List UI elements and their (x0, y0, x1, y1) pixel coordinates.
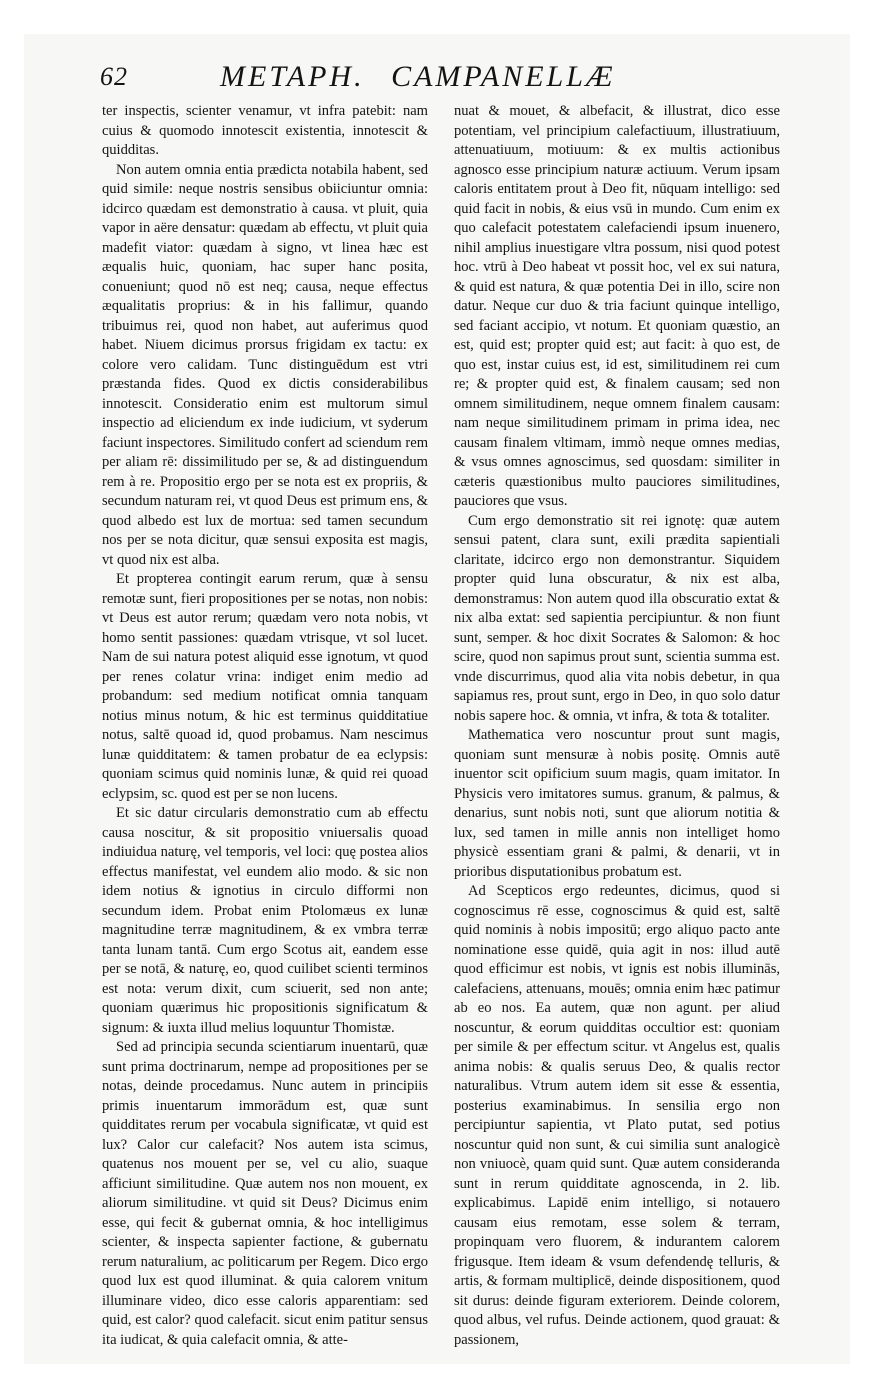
paragraph: Et propterea contingit earum rerum, quæ à sensu remotæ sunt, fieri propositiones per se notas, non nobis: vt Deus est autor rerum; quædam vero nota nobis, vt homo sentit passiones: quædam vtrisque, vt sol lucet. Nam de sui natura potest aliquid esse ignotum, vt quod per renes colatur vrina: indiget enim medio ad probandum: sed medium notificat omnia tanquam notius minus notum, & hic est terminus quidditatiue notus, saltē quoad id, quod probamus. Nam nescimus lunæ quidditatem: & tamen probatur de ea eclypsis: quoniam scimus quid nominis lunæ, & quid rei quoad eclypsim, sc. quod est per se non lucens. (102, 571, 428, 802)
paragraph: nuat & mouet, & albefacit, & illustrat, dico esse potentiam, vel principium calefactiuum, illustratiuum, attenuatiuum, motiuum: & ex multis actionibus agnosco esse principium naturæ actiuum. Verum ipsam caloris entitatem prout à Deo fit, nūquam intelligo: sed quid facit in nobis, & eius vsū in mundo. Cum enim ex quo calefacit potestatem calefaciendi ipsum inuenero, nihil amplius inuestigare vltra possum, nisi quod potest hoc. vtrū à Deo habeat vt possit hoc, vel ex sui natura, & quid est natura, & quæ potentia Dei in illo, scire non datur. Neque cur duo & tria faciunt quinque intelligo, sed faciant accipio, vt notum. Et quoniam quæstio, an est, quid est; propter quid est; aut facit: à quo est, de quo est, instar cuius est, id est, similitudinem rei cum re; & propter quid est, & finalem causam; sed non omnem similitudinem, neque omnem finalem causam: nam neque similitudinem primam in prima idea, nec causam finalem vltimam, immò neque omnes medias, & vsus omnes agnoscimus, sed quosdam: similiter in cæteris quæstionibus multo pauciores similitudines, pauciores que vsus. (454, 103, 780, 509)
right-text-column (454, 102, 780, 1352)
paragraph: Mathematica vero noscuntur prout sunt magis, quoniam sunt mensuræ à nobis positę. Omnis autē inuentor scit opificium suum magis, quam imitator. In Physicis vero imitatores sumus. granum, & palmus, & denarius, sunt nobis noti, sunt que aliorum notitia & lux, sed tamen in mille annis non intelliget homo physicè essentiam grani & palmi, & denarii, vt in prioribus disputationibus probatum est. (454, 727, 780, 880)
paragraph: Ad Scepticos ergo redeuntes, dicimus, quod si cognoscimus rē esse, cognoscimus & quid est, saltē quid nominis à nobis impositū; ergo aliquo pacto ante nominatione esse quidē, quia agit in nos: illud autē quod efficimur est nobis, vt ignis est nobis illuminās, calefaciens, attenuans, mouēs; omnia enim hæc patimur ab eo nos. Ea autem, quæ non agunt. per aliud noscuntur, & eorum quidditas occultior est: quoniam per simile & per effectum scitur. vt Angelus est, qualis anima nobis: & qualis seruus Deo, & qualis rector naturalibus. Vtrum autem idem sit esse & essentia, posterius examinabimus. In sensilia ergo non percipiuntur sapientia, vt Plato putat, sed potius noscuntur quid non sunt, & cui similia sunt analogicè non vniuocè, quam quid sunt. Quæ autem consideranda sunt in rerum quidditate agnoscenda, in 2. lib. explicabimus. Lapidē enim intelligo, si notauero causam eius remotam, esse solem & terram, propinquam vero fluorem, & indurantem calorem frigusque. Item ideam & vsum defendendę telluris, & artis, & formam multiplicē, deinde dispositionem, quod sit durus: deinde figuram exteriorem. Deinde colorem, quod albus, vel rufus. Deinde actionem, quod grauat: & passionem, (454, 883, 780, 1348)
page-header (100, 56, 780, 96)
paragraph: Sed ad principia secunda scientiarum inuentarū, quæ sunt prima doctrinarum, nempe ad propositiones per se notas, deinde procedamus. Nunc autem in principiis primis inuentarum immorādum est, quæ sunt quidditates rerum per vocabula significatæ, vt quid est lux? Calor cur calefacit? Nos autem ista scimus, quatenus nos mouent per se, vel cu alio, suaque afficiunt similitudine. Quæ autem nos non mouent, ex aliorum similitudine. vt quid sit Deus? Dicimus enim esse, qui fecit & gubernat omnia, & hoc intelligimus scienter, & inspecta sapienter factione, & gubernatu rerum naturalium, ac politicarum per Regem. Dico ergo quod lux est quod illuminat. & quia calorem vnitum illuminare video, dico esse caloris apparentiam: sed quid, est calor? quod calefacit. sicut enim patitur sensus ita iudicat, & quia calefacit omnia, & atte- (102, 1039, 428, 1348)
left-text-column (102, 102, 428, 1352)
book-page (100, 48, 780, 1353)
running-title: METAPH. CAMPANELLÆ (220, 60, 616, 93)
paragraph: Cum ergo demonstratio sit rei ignotę: quæ autem sensui patent, clara sunt, exili prædita sapientiali claritate, idcirco ergo non demonstrantur. Siquidem propter quid luna obscuratur, & nix est alba, demonstramus: Non autem quod illa obscuratio extat & nix alba extat: sed sapientia percipiuntur. & non fiunt sunt, semper. & hoc dixit Socrates & Salomon: & hoc scire, quod non sapimus prout sunt, scientia summa est. vnde discurrimus, quod alia vita nobis debetur, in qua sapiamus res, prout sunt, ergo in Deo, in quo solo datur nobis sapere hoc. & omnia, vt infra, & tota & totaliter. (454, 512, 780, 724)
paragraph: Non autem omnia entia prædicta notabila habent, sed quid simile: neque nostris sensibus obiiciuntur omnia: idcirco quædam est demonstratio à causa. vt pluit, quia vapor in aëre densatur: quædam ab effectu, vt pluit quia madefit viator: quædam à signo, vt linea hæc est æqualis huic, quoniam, hac super hanc posita, conueniunt; quod nō est neq; causa, neque effectus æqualitatis proprius: & in his fallimur, quando tribuimus rei, quod non habet, aut auferimus quod habet. Niuem dicimus prorsus frigidam ex tactu: ex colore vero calidam. Tunc distinguēdum est vtri præstanda fides. Quod ex dictis considerabilibus innotescit. Consideratio enim est multorum simul inspectio ad eliciendum ex inde iudicium, vt syderum faciunt inspectores. Similitudo confert ad sciendum rem per aliam rē: dissimilitudo per se, & ad distinguendum rem à re. Propositio ergo per se nota est ex propriis, & secundum naturam rei, vt quod Deus est primum ens, & quod albedo est lux de mortua: sed tamen secundum nos per se nota dicitur, quæ sensui exposita est magis, vt quod nix est alba. (102, 161, 428, 568)
page-number: 62 (100, 62, 128, 91)
paragraph: Et sic datur circularis demonstratio cum ab effectu causa noscitur, & sit propositio vniuersalis quoad indiuidua naturę, vel temporis, vel loci: quę postea alios effectus manifestat, vel eundem alio modo. & sic non idem notius & ignotius in circulo difformi non secundum idem. Probat enim Ptolomæus ex lunæ magnitudine terræ magnitudinem, & ex vmbra terræ tanta lunam tantā. Cum ergo Scotus ait, eandem esse per se notā, & naturę, eo, quod cuilibet scienti terminos est nota: verum dixit, cum sciuerit, sed non ante; quoniam quærimus hic propositionis significatum & signum: & iuxta illud melius loquuntur Thomistæ. (102, 805, 428, 1036)
paragraph: ter inspectis, scienter venamur, vt infra patebit: nam cuius & quomodo innotescit existentia, innotescit & quidditas. (102, 103, 428, 158)
